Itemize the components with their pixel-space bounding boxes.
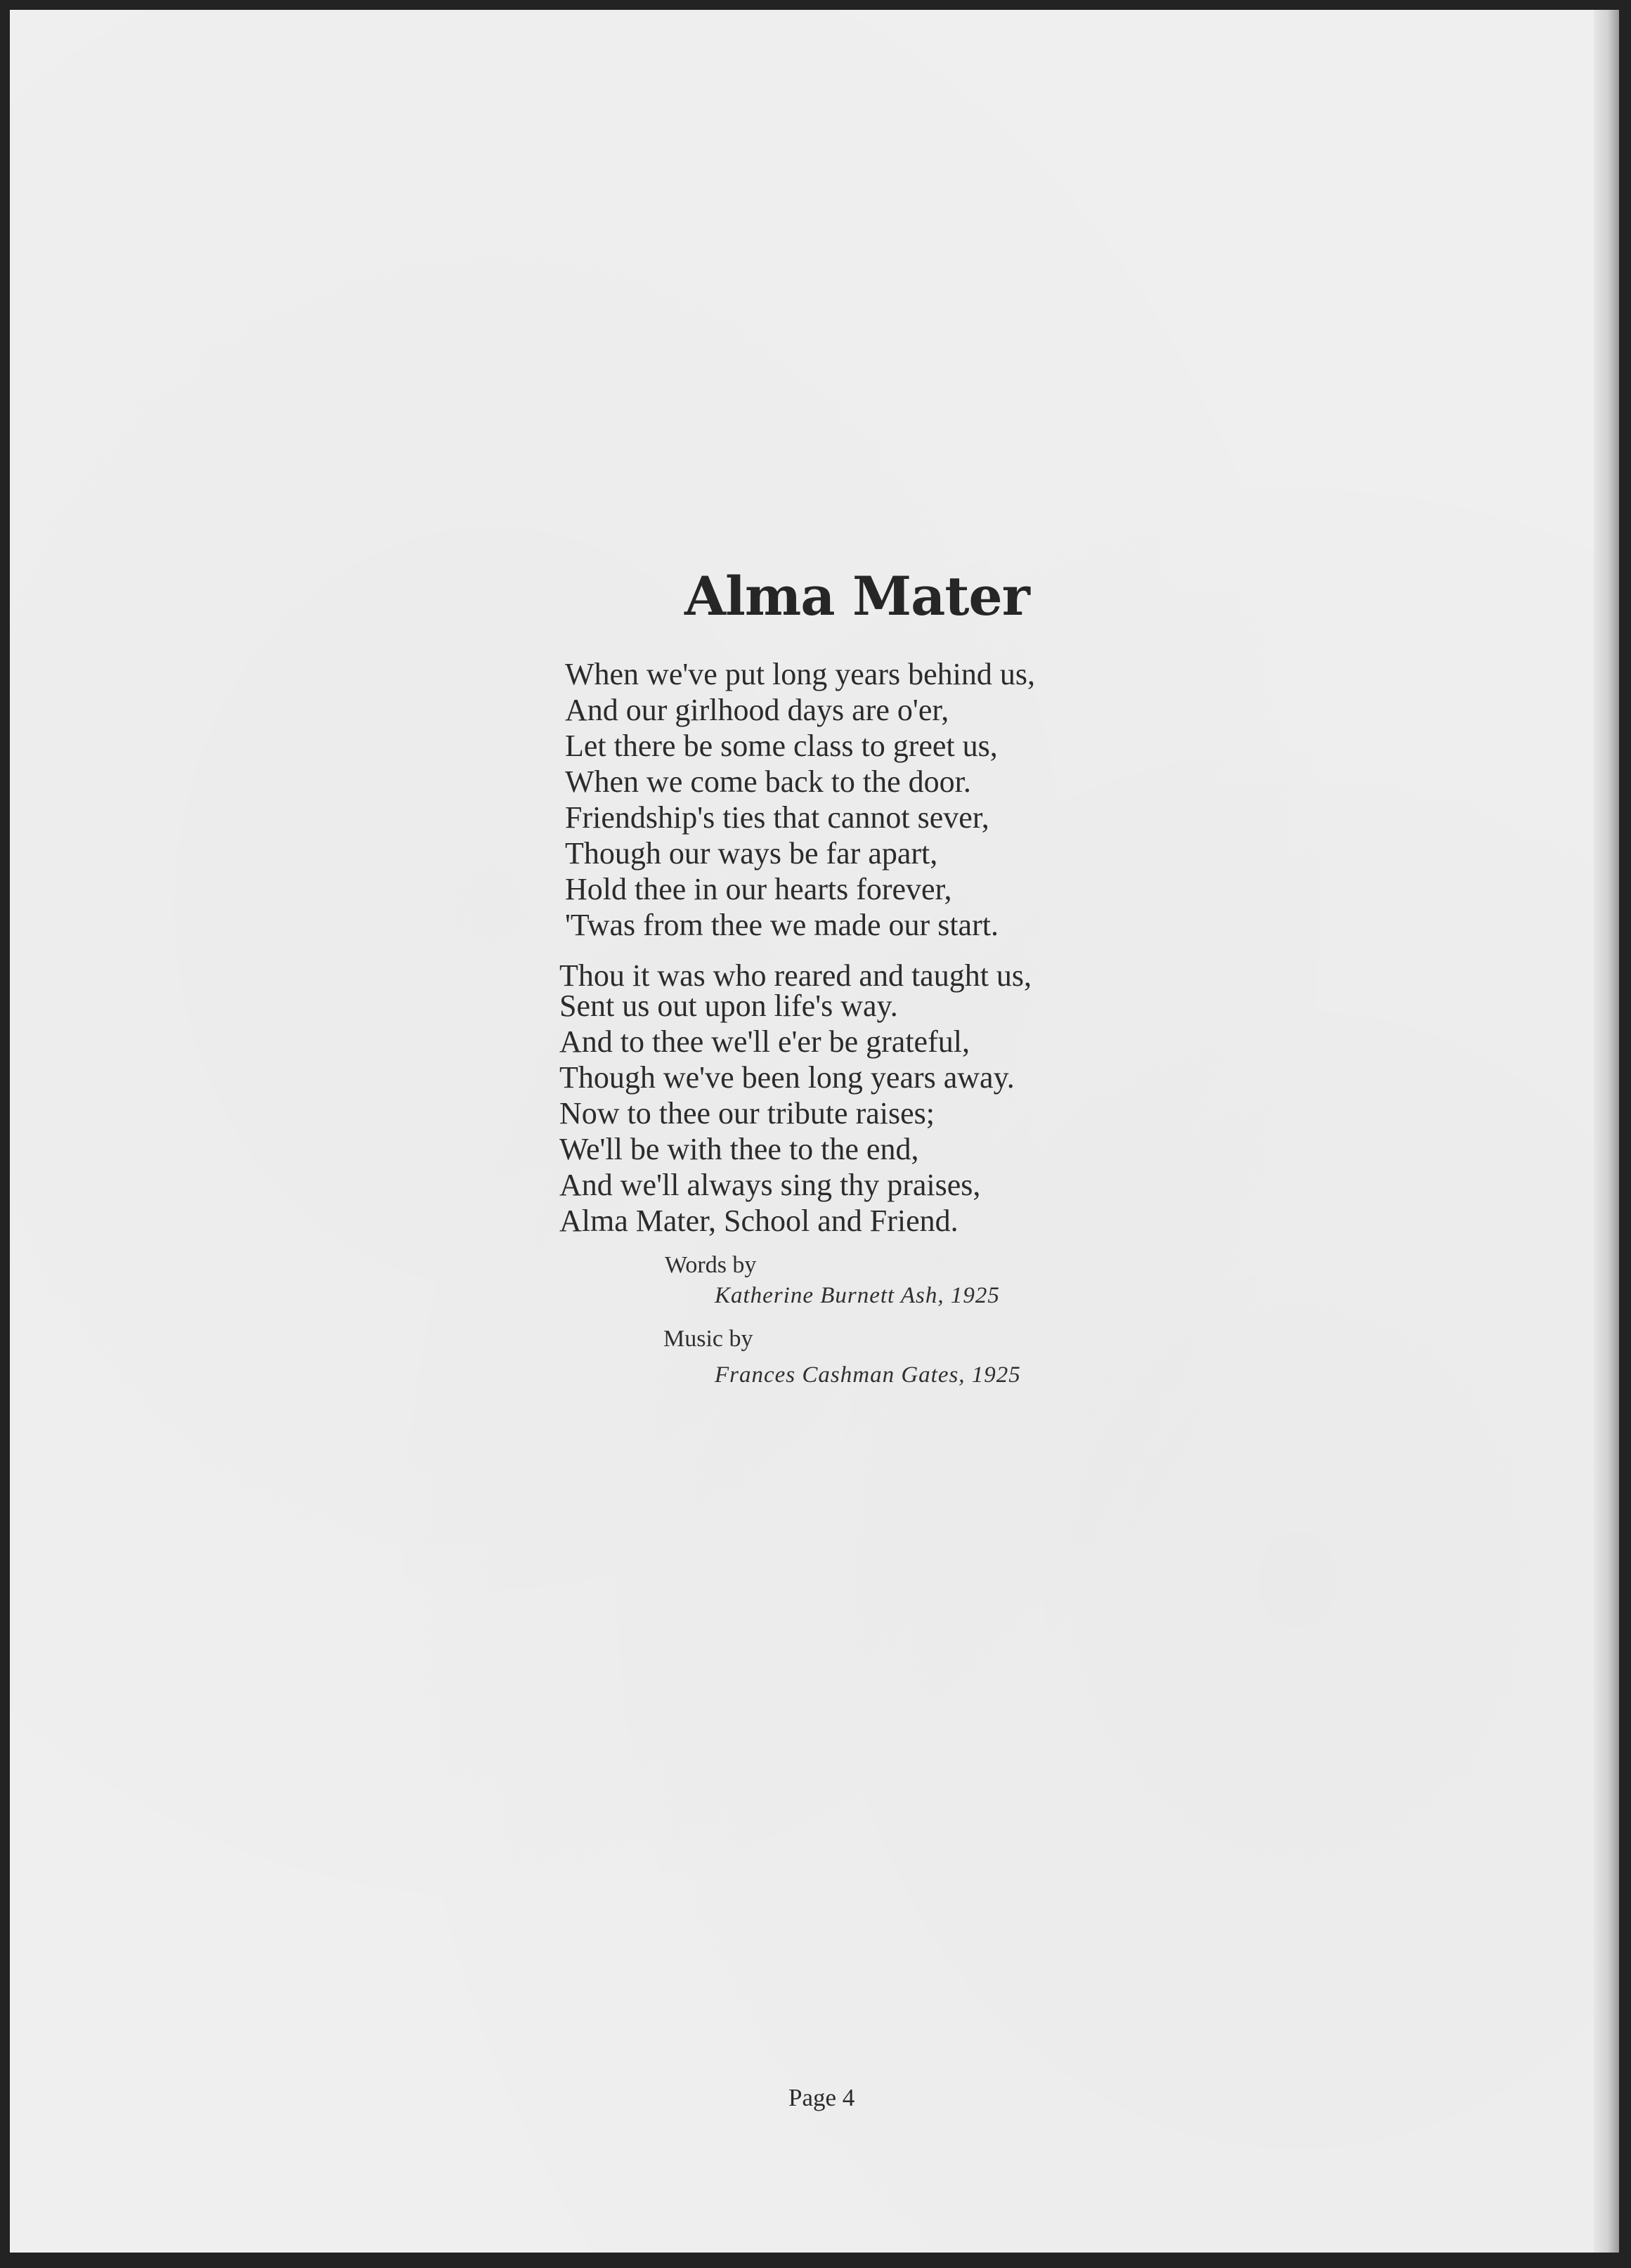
verse-line: Sent us out upon life's way.: [559, 989, 898, 1023]
poem-title: Alma Mater: [684, 565, 1029, 627]
stanza-1: [565, 656, 1035, 943]
page: [10, 10, 1619, 2253]
verse-line: And we'll always sing thy praises,: [559, 1168, 981, 1202]
verse-line: Let there be some class to greet us,: [565, 729, 998, 763]
verse-line: When we come back to the door.: [565, 764, 971, 799]
music-credit-author: Frances Cashman Gates, 1925: [715, 1362, 1021, 1388]
verse-line: Though our ways be far apart,: [565, 836, 938, 871]
page-edge-shadow: [1594, 10, 1619, 2253]
verse-line: Thou it was who reared and taught us,: [559, 958, 1032, 993]
verse-line: Now to thee our tribute raises;: [559, 1096, 935, 1130]
words-credit-author: Katherine Burnett Ash, 1925: [715, 1283, 1000, 1308]
verse-line: Hold thee in our hearts forever,: [565, 872, 952, 906]
verse-line: Friendship's ties that cannot sever,: [565, 800, 989, 835]
verse-line: Though we've been long years away.: [559, 1060, 1015, 1095]
verse-line: We'll be with thee to the end,: [559, 1132, 919, 1166]
verse-line: Alma Mater, School and Friend.: [559, 1204, 959, 1238]
music-credit-label: Music by: [663, 1326, 753, 1352]
words-credit-label: Words by: [665, 1252, 757, 1278]
page-number: Page 4: [788, 2084, 855, 2111]
verse-line: And our girlhood days are o'er,: [565, 693, 949, 727]
stanza-2: [559, 958, 1032, 1239]
verse-line: 'Twas from thee we made our start.: [565, 908, 999, 942]
verse-line: When we've put long years behind us,: [565, 657, 1035, 691]
verse-line: And to thee we'll e'er be grateful,: [559, 1024, 970, 1059]
